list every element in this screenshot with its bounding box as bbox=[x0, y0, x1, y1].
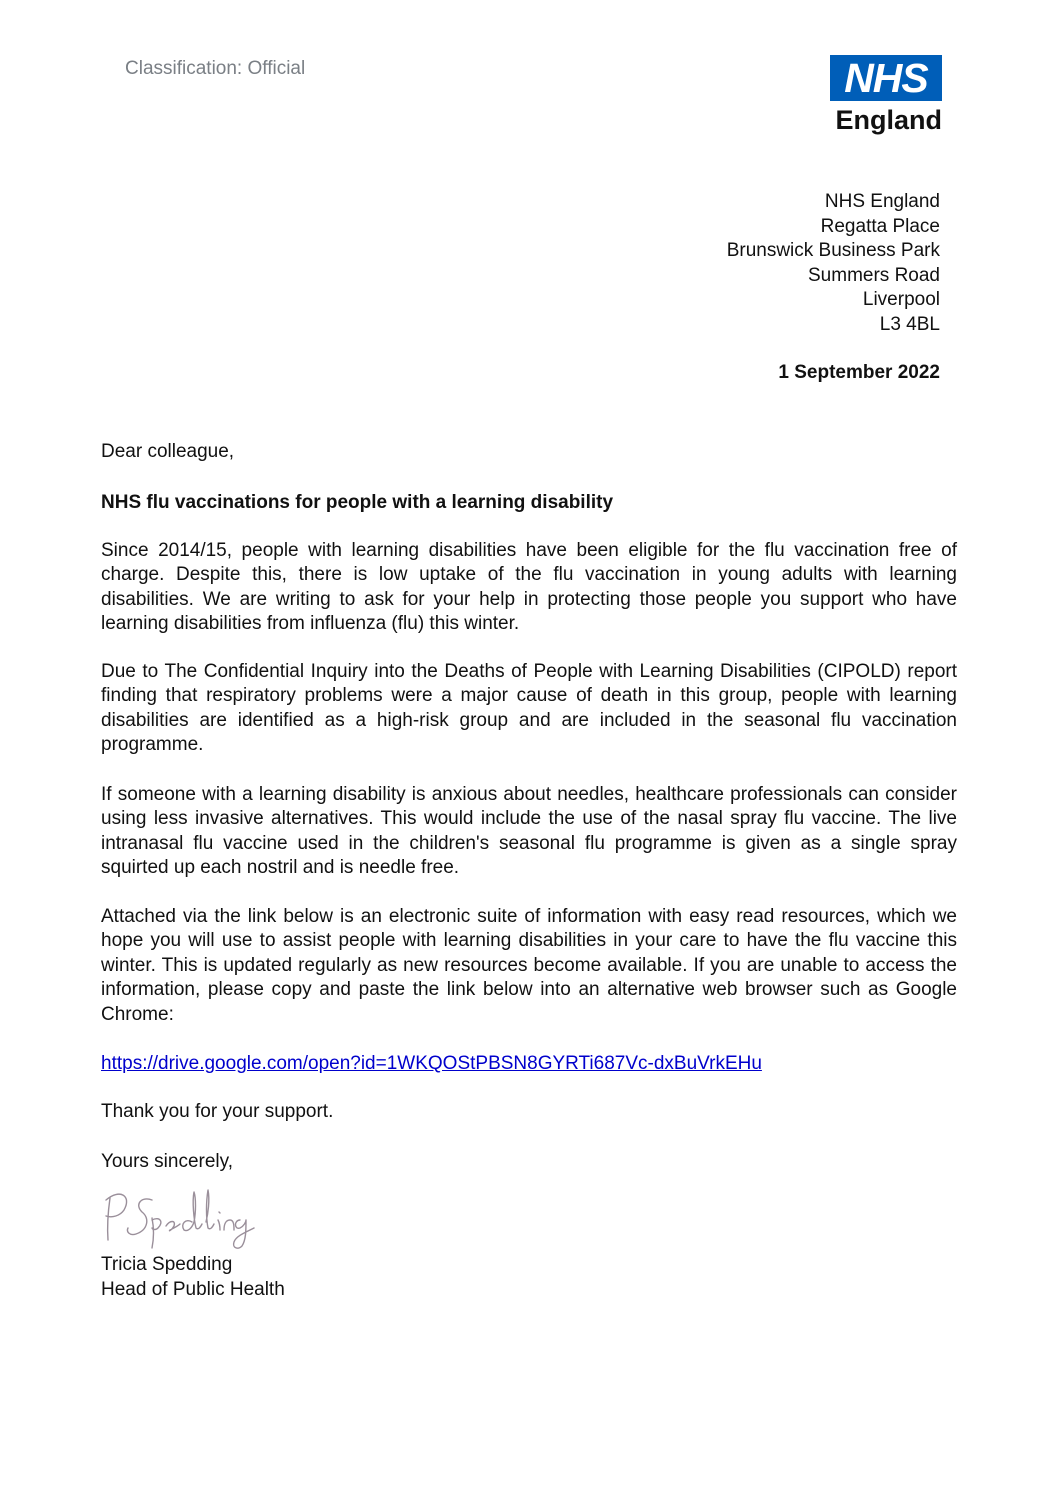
body-paragraph: Attached via the link below is an electronic suite of information with easy read resources, which we hope you will use to assist people with learning disabilities in your care to have the flu vaccine this winter. This is updated regularly as new resources become available. If you are unable to access the information, please copy and paste the link below into an alternative web browser such as Google Chrome: bbox=[101, 906, 957, 1025]
body-paragraph: Since 2014/15, people with learning disabilities have been eligible for the flu vaccination free of charge. Despite this, there is low uptake of the flu vaccination in young adults with learning disabilities. We are writing to ask for your help in protecting those people you support who have learning disabilities from influenza (flu) this winter. bbox=[101, 540, 957, 635]
address-line: NHS England bbox=[824, 191, 940, 212]
nhs-england-logo bbox=[826, 55, 944, 136]
address-line: Brunswick Business Park bbox=[726, 240, 940, 262]
signer-name: Tricia Spedding bbox=[101, 1254, 233, 1275]
thanks-line: Thank you for your support. bbox=[101, 1101, 334, 1122]
sign-off: Yours sincerely, bbox=[101, 1151, 234, 1172]
letter-subject: NHS flu vaccinations for people with a learning disability bbox=[101, 492, 614, 513]
handwritten-signature bbox=[96, 1178, 276, 1252]
address-line: Liverpool bbox=[862, 289, 940, 311]
body-paragraph: If someone with a learning disability is anxious about needles, healthcare professionals can consider using less invasive alternatives. This would include the use of the nasal spray flu vaccine. The live intranasal flu vaccine used in the children's seasonal flu programme is given as a single spray squirted up each nostril and is needle free. bbox=[101, 784, 957, 879]
letter-date: 1 September 2022 bbox=[778, 362, 940, 383]
nhs-logo-org: England bbox=[835, 105, 942, 135]
resources-link[interactable]: https://drive.google.com/open?id=1WKQOStPBSN8GYRTi687Vc-dxBuVrkEHu bbox=[101, 1053, 762, 1074]
address-line: Regatta Place bbox=[820, 215, 940, 237]
address-line: Summers Road bbox=[808, 264, 940, 286]
signer-title: Head of Public Health bbox=[101, 1279, 285, 1300]
nhs-logo-mark: NHS bbox=[830, 55, 942, 101]
address-line: L3 4BL bbox=[879, 313, 940, 335]
classification-label: Classification: Official bbox=[125, 58, 306, 79]
sender-address bbox=[727, 190, 940, 338]
salutation: Dear colleague, bbox=[101, 441, 235, 462]
body-paragraph: Due to The Confidential Inquiry into the Deaths of People with Learning Disabilities (CIPOLD) report finding that respiratory problems were a major cause of death in this group, people with learning disabilities are identified as a high-risk group and are included in the seasonal flu vaccination programme. bbox=[101, 661, 957, 756]
